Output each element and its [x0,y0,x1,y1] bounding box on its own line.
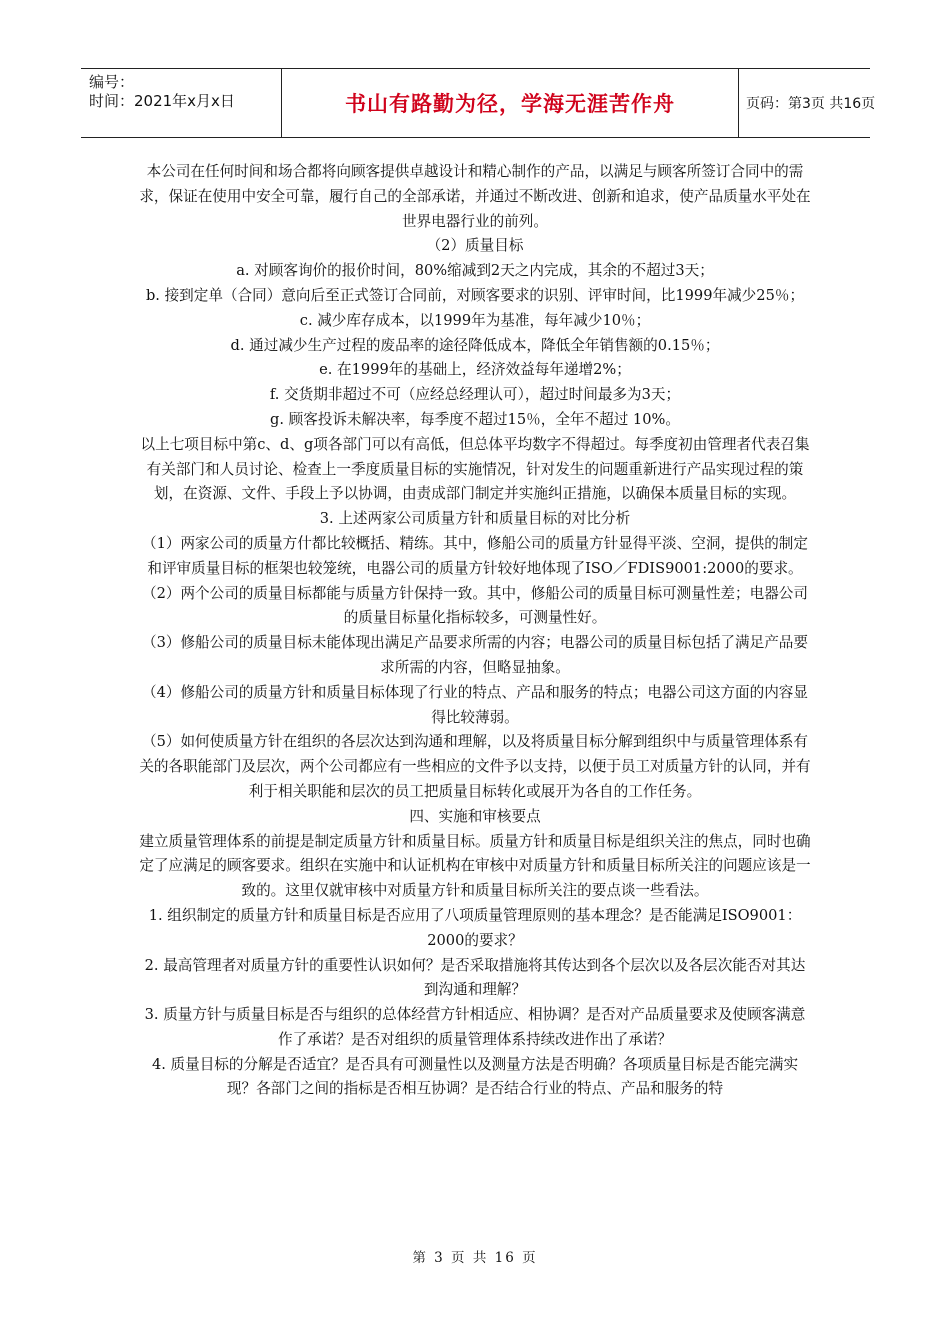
header-motto-cell [281,69,739,137]
paragraph: （2）质量目标 [426,237,524,255]
paragraph: 建立质量管理体系的前提是制定质量方针和质量目标。质量方针和质量目标是组织关注的焦点，同时也确定了应满足的顾客要求。组织在实施中和认证机构在审核中对质量方针和质量目标所关注的问题应该是一致的。这里仅就审核中对质量方针和质量目标所关注的要点谈一些看法。 [139,832,811,900]
paragraph: f. 交货期非超过不可（应经总经理认可），超过时间最多为3天； [269,386,681,404]
header-motto: 书山有路勤为径，学海无涯苦作舟 [345,92,675,116]
paragraph: d. 通过减少生产过程的废品率的途径降低成本，降低全年销售额的0.15％； [230,336,720,354]
section-heading: 四、实施和审核要点 [409,807,541,825]
paragraph: 本公司在任何时间和场合都将向顾客提供卓越设计和精心制作的产品，以满足与顾客所签订合同中的需求，保证在使用中安全可靠，履行自己的全部承诺，并通过不断改进、创新和追求，使产品质量水平处在世界电器行业的前列。 [139,163,811,230]
paragraph: 2. 最高管理者对质量方针的重要性认识如何？是否采取措施将其传达到各个层次以及各层次能否对其达到沟通和理解？ [144,956,806,999]
document-body [138,160,812,1102]
paragraph: 4. 质量目标的分解是否适宜？是否具有可测量性以及测量方法是否明确？各项质量目标是否能完满实现？各部门之间的指标是否相互协调？是否结合行业的特点、产品和服务的特 [151,1055,799,1098]
paragraph: （4）修船公司的质量方针和质量目标体现了行业的特点、产品和服务的特点；电器公司这方面的内容显得比较薄弱。 [141,683,808,726]
page-header [81,68,876,138]
paragraph: c. 减少库存成本，以1999年为基准，每年减少10％； [299,311,651,329]
doc-number-label: 编号： [89,73,135,91]
paragraph: 3. 质量方针与质量目标是否与组织的总体经营方针相适应、相协调？是否对产品质量要求及使顾客满意作了承诺？是否对组织的质量管理体系持续改进作出了承诺？ [144,1006,806,1048]
section-heading: 3. 上述两家公司质量方针和质量目标的对比分析 [319,510,631,528]
page-footer: 第 3 页 共 16 页 [412,1250,538,1266]
doc-date-label: 时间：2021年x月x日 [89,92,235,110]
paragraph: 1. 组织制定的质量方针和质量目标是否应用了八项质量管理原则的基本理念？是否能满足ISO9001：2000的要求？ [148,906,802,949]
paragraph: e. 在1999年的基础上，经济效益每年递增2%； [319,361,631,379]
header-page-number: 页码：第3页 共16页 [746,96,876,112]
paragraph: g. 顾客投诉未解决率，每季度不超过15％，全年不超过 10%。 [270,410,680,428]
paragraph: （5）如何使质量方针在组织的各层次达到沟通和理解，以及将质量目标分解到组织中与质量管理体系有关的各职能部门及层次，两个公司都应有一些相应的文件予以支持，以便于员工对质量方针的认同，并有利于相关职能和层次的员工把质量目标转化或展开为各自的工作任务。 [139,733,811,800]
paragraph: a. 对顾客询价的报价时间，80%缩减到2天之内完成，其余的不超过3天； [236,262,714,280]
header-meta [81,69,281,137]
paragraph: （2）两个公司的质量目标都能与质量方针保持一致。其中，修船公司的质量目标可测量性差；电器公司的质量目标量化指标较多，可测量性好。 [141,584,808,627]
paragraph: 以上七项目标中第c、d、g项各部门可以有高低，但总体平均数字不得超过。每季度初由管理者代表召集有关部门和人员讨论、检查上一季度质量目标的实施情况，针对发生的问题重新进行产品实现过程的策划，在资源、文件、手段上予以协调，由责成部门制定并实施纠正措施，以确保本质量目标的实现。 [140,435,810,503]
paragraph: （3）修船公司的质量目标未能体现出满足产品要求所需的内容；电器公司的质量目标包括了满足产品要求所需的内容，但略显抽象。 [141,634,808,676]
paragraph: b. 接到定单（合同）意向后至正式签订合同前，对顾客要求的识别、评审时间，比1999年减少25％； [145,286,805,304]
paragraph: （1）两家公司的质量方什都比较概括、精练。其中，修船公司的质量方针显得平淡、空洞，提供的制定和评审质量目标的框架也较笼统，电器公司的质量方针较好地体现了ISO／FDIS9001:2000的要求。 [141,534,808,577]
